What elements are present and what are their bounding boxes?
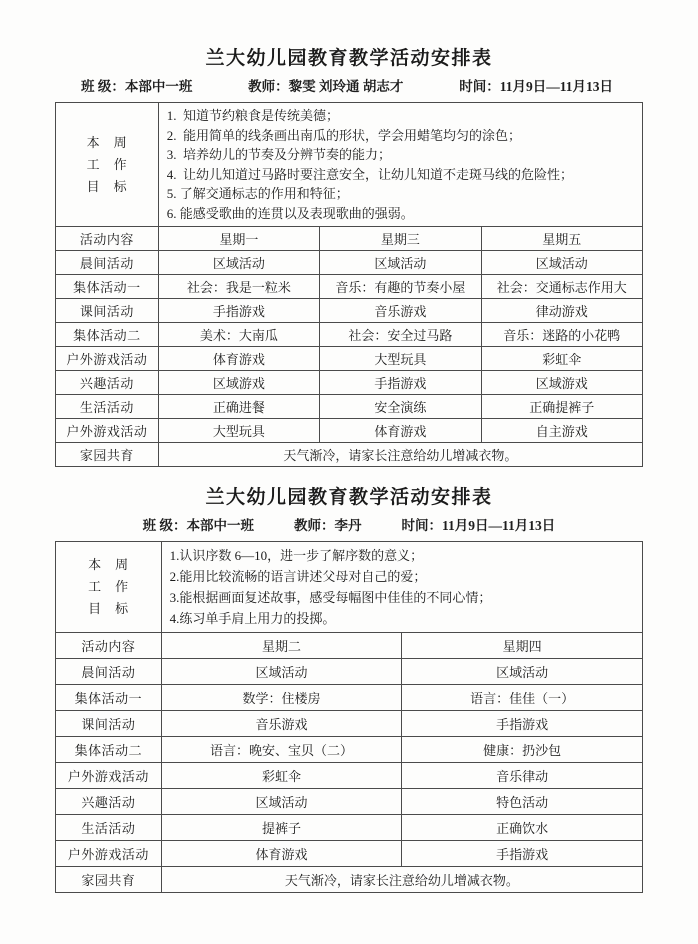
activity-cell: 音乐游戏 — [161, 711, 402, 737]
teacher-info: 教师：李丹 — [294, 518, 362, 533]
goals-label-line: 工 作 — [88, 579, 129, 594]
class-info: 班 级：本部中一班 — [142, 518, 255, 533]
activity-cell: 音乐：有趣的节奏小屋 — [320, 275, 481, 299]
goals-label-line: 目 标 — [86, 178, 128, 194]
goals-label-line: 本 周 — [86, 134, 128, 150]
row-label-cell: 家园共育 — [56, 443, 159, 467]
column-header: 星期二 — [161, 633, 402, 659]
table-row — [56, 711, 643, 737]
activity-cell: 正确饮水 — [402, 815, 643, 841]
activity-cell: 正确提裤子 — [481, 395, 642, 419]
activity-cell: 数学：住楼房 — [161, 685, 402, 711]
table-row — [56, 251, 643, 275]
goals-label-line: 工 作 — [86, 156, 128, 172]
goals-row — [56, 103, 643, 227]
activity-cell: 语言：佳佳（一） — [402, 685, 643, 711]
goals-content-cell — [161, 542, 642, 633]
activity-cell: 音乐：迷路的小花鸭 — [481, 323, 642, 347]
activity-cell: 体育游戏 — [320, 419, 481, 443]
goals-label-cell — [56, 542, 162, 633]
activity-cell: 手指游戏 — [158, 299, 319, 323]
goal-item: 1.认识序数 6—10，进一步了解序数的意义； — [169, 548, 424, 563]
schedule-section-2 — [55, 483, 643, 893]
teacher-info: 教师：黎雯 刘玲通 胡志才 — [248, 79, 404, 94]
time-info: 时间：11月9日—11月13日 — [459, 79, 613, 94]
activity-cell: 区域活动 — [158, 251, 319, 275]
row-label-cell: 课间活动 — [56, 299, 159, 323]
activity-cell: 自主游戏 — [481, 419, 642, 443]
column-header: 活动内容 — [56, 633, 162, 659]
goals-label-cell — [56, 103, 159, 227]
activity-cell: 手指游戏 — [320, 371, 481, 395]
activity-cell: 区域游戏 — [481, 371, 642, 395]
activity-cell: 手指游戏 — [402, 711, 643, 737]
weekly-schedule-table-1 — [55, 102, 643, 467]
row-label-cell: 户外游戏活动 — [56, 841, 162, 867]
activity-cell: 体育游戏 — [158, 347, 319, 371]
table-row — [56, 347, 643, 371]
activity-cell: 语言：晚安、宝贝（二） — [161, 737, 402, 763]
table-row — [56, 763, 643, 789]
activity-cell: 区域活动 — [481, 251, 642, 275]
activity-cell: 体育游戏 — [161, 841, 402, 867]
row-label-cell: 集体活动二 — [56, 323, 159, 347]
activity-cell: 区域活动 — [320, 251, 481, 275]
table-row — [56, 299, 643, 323]
table-row — [56, 323, 643, 347]
table-row — [56, 395, 643, 419]
row-label-cell: 家园共育 — [56, 867, 162, 893]
column-header: 星期一 — [158, 227, 319, 251]
activity-cell: 健康：扔沙包 — [402, 737, 643, 763]
table-row — [56, 737, 643, 763]
activity-cell: 彩虹伞 — [481, 347, 642, 371]
table-row — [56, 371, 643, 395]
table-row — [56, 815, 643, 841]
activity-cell: 社会：我是一粒米 — [158, 275, 319, 299]
table-row — [56, 275, 643, 299]
goals-label-line: 目 标 — [88, 601, 129, 616]
table-row — [56, 841, 643, 867]
activity-cell: 特色活动 — [402, 789, 643, 815]
table-row — [56, 419, 643, 443]
row-label-cell: 晨间活动 — [56, 659, 162, 685]
row-label-cell: 户外游戏活动 — [56, 419, 159, 443]
activity-cell: 音乐游戏 — [320, 299, 481, 323]
activity-cell: 彩虹伞 — [161, 763, 402, 789]
goal-item: 4.练习单手肩上用力的投掷。 — [169, 611, 336, 626]
row-label-cell: 兴趣活动 — [56, 789, 162, 815]
row-label-cell: 生活活动 — [56, 815, 162, 841]
schedule-section-1 — [55, 44, 643, 467]
time-info: 时间：11月9日—11月13日 — [401, 518, 556, 533]
row-label-cell: 生活活动 — [56, 395, 159, 419]
schedule-1-meta — [55, 74, 643, 102]
schedule-2-meta — [55, 513, 643, 541]
goal-item: 3.能根据画面复述故事，感受每幅图中佳佳的不同心情； — [169, 590, 492, 605]
schedule-1-title: 兰大幼儿园教育教学活动安排表 — [205, 48, 493, 69]
activity-cell: 社会：交通标志作用大 — [481, 275, 642, 299]
column-header: 星期四 — [402, 633, 643, 659]
activity-cell: 区域游戏 — [158, 371, 319, 395]
row-label-cell: 晨间活动 — [56, 251, 159, 275]
header-row — [56, 633, 643, 659]
activity-cell: 提裤子 — [161, 815, 402, 841]
activity-cell: 区域活动 — [402, 659, 643, 685]
goal-item: 3. 培养幼儿的节奏及分辨节奏的能力； — [166, 147, 391, 162]
column-header: 星期五 — [481, 227, 642, 251]
goal-item: 6. 能感受歌曲的连贯以及表现歌曲的强弱。 — [166, 205, 414, 221]
activity-cell: 安全演练 — [320, 395, 481, 419]
goals-row — [56, 542, 643, 633]
goals-content-cell — [158, 103, 642, 227]
activity-cell: 律动游戏 — [481, 299, 642, 323]
document-sheet — [55, 0, 643, 893]
goal-item: 5. 了解交通标志的作用和特征； — [166, 186, 349, 201]
home-coop-note: 天气渐冷，请家长注意给幼儿增减衣物。 — [158, 443, 642, 467]
schedule-2-title: 兰大幼儿园教育教学活动安排表 — [205, 487, 493, 508]
row-label-cell: 户外游戏活动 — [56, 347, 159, 371]
table-row — [56, 789, 643, 815]
activity-cell: 大型玩具 — [320, 347, 481, 371]
row-label-cell: 户外游戏活动 — [56, 763, 162, 789]
activity-cell: 手指游戏 — [402, 841, 643, 867]
row-label-cell: 集体活动二 — [56, 737, 162, 763]
header-row — [56, 227, 643, 251]
column-header: 活动内容 — [56, 227, 159, 251]
activity-cell: 大型玩具 — [158, 419, 319, 443]
home-coop-note: 天气渐冷，请家长注意给幼儿增减衣物。 — [161, 867, 642, 893]
row-label-cell: 课间活动 — [56, 711, 162, 737]
footer-row — [56, 443, 643, 467]
goal-item: 4. 让幼儿知道过马路时要注意安全，让幼儿知道不走斑马线的危险性； — [166, 166, 573, 182]
goals-label-line: 本 周 — [88, 557, 129, 572]
row-label-cell: 集体活动一 — [56, 685, 162, 711]
table-row — [56, 685, 643, 711]
footer-row — [56, 867, 643, 893]
activity-cell: 美术：大南瓜 — [158, 323, 319, 347]
row-label-cell: 集体活动一 — [56, 275, 159, 299]
table-row — [56, 659, 643, 685]
weekly-schedule-table-2 — [55, 541, 643, 893]
row-label-cell: 兴趣活动 — [56, 371, 159, 395]
goal-item: 2.能用比较流畅的语言讲述父母对自己的爱； — [169, 569, 427, 584]
class-info: 班 级：本部中一班 — [81, 79, 193, 94]
goal-item: 2. 能用简单的线条画出南瓜的形状，学会用蜡笔均匀的涂色； — [166, 127, 521, 143]
goal-item: 1. 知道节约粮食是传统美德； — [166, 108, 339, 123]
activity-cell: 社会：安全过马路 — [320, 323, 481, 347]
column-header: 星期三 — [320, 227, 481, 251]
activity-cell: 区域活动 — [161, 659, 402, 685]
activity-cell: 音乐律动 — [402, 763, 643, 789]
activity-cell: 区域活动 — [161, 789, 402, 815]
activity-cell: 正确进餐 — [158, 395, 319, 419]
